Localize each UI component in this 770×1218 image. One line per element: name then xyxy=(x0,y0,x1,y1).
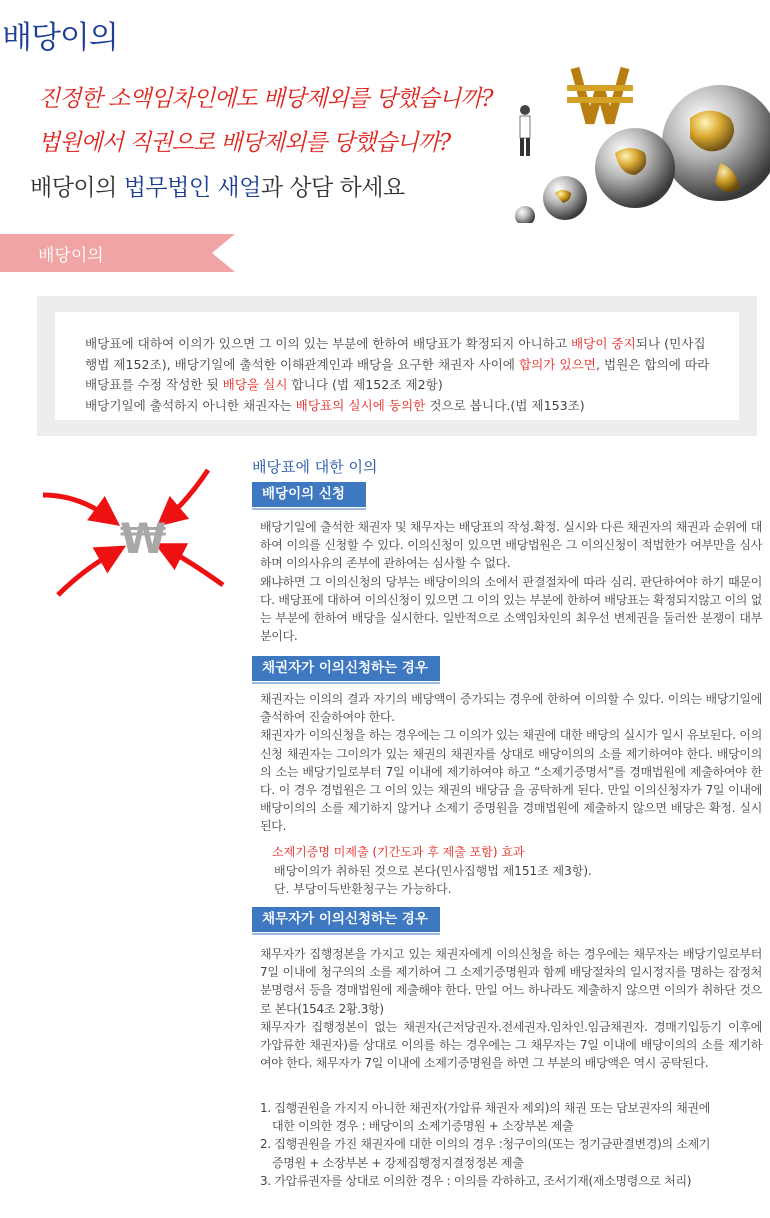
list-item xyxy=(260,1135,762,1171)
section-body-debtor xyxy=(260,945,762,1072)
hero-cta-post: 과 상담 하세요 xyxy=(260,175,405,201)
note-line-2: 단. 부당이득반환청구는 가능하다. xyxy=(274,882,452,896)
note-block xyxy=(272,843,752,899)
list-item-line: 증명원 + 소장부본 + 강제집행정지결정정본 제출 xyxy=(272,1155,524,1170)
section-body-text: 배당기일에 출석한 채권자 및 채무자는 배당표의 작성.확정. 실시와 다른 채권자의 채권과 순위에 대하여 이의를 신청할 수 있다. 이의신청이 있으면 배당법원은 그 이의신청이 적법한가 여부만을 심사하며 이의사유의 존부에 관하여는 심사할 수 없다. 왜냐하면 그 이의신청의 당부는 배당이의의 소에서 판결절차에 따라 심리. 판단하여야 하기 때문이다. 배당표에 대하여 이의신청이 있으면 그 이의 있는 부분에 한하여 배당표는 확정되지않고 이의 없는 부분에 한하여 배당을 실시한다. 일반적으로 소액임차인의 최우선 변제권을 둘러싼 분쟁이 대부분이다. xyxy=(260,520,762,644)
section-ribbon xyxy=(0,234,235,272)
summary-s3: , 법원은 합의에 따라 배당표를 수정 작성한 뒷 xyxy=(85,356,710,392)
hero-question-1: 진정한 소액임차인에도 배당제외를 당했습니까? xyxy=(38,86,493,112)
numbered-list xyxy=(260,1099,762,1190)
hero-cta-pre: 배당이의 xyxy=(30,175,124,201)
globes-illustration xyxy=(505,48,770,223)
list-item-line: 1. 집행권원을 가지지 아니한 채권자(가압류 채권자 제외)의 채권 또는 담보권자의 채권에 xyxy=(260,1101,710,1115)
won-sign-icon xyxy=(567,68,633,123)
subtitle: 배당표에 대한 이의 xyxy=(252,458,378,476)
section-heading-debtor: 채무자가 이의신청하는 경우 xyxy=(252,907,440,932)
list-item xyxy=(260,1172,762,1190)
note-heading: 소제기증명 미제출 (기간도과 후 제출 포함) 효과 xyxy=(272,845,525,859)
summary-s2-red: 합의가 있으면 xyxy=(518,356,596,372)
summary-s5-red: 배당표의 실시에 동의한 xyxy=(295,397,426,413)
section-heading-creditor: 채권자가 이의신청하는 경우 xyxy=(252,656,440,681)
summary-s5: 배당기일에 출석하지 아니한 채권자는 xyxy=(85,397,296,413)
summary-s3-red: 배당을 실시 xyxy=(222,377,288,392)
summary-s2: 되나 (민사집행법 제152조), 배당기일에 출석한 이해관계인과 배당을 요구한 채권자 사이에 xyxy=(85,336,706,372)
won-sign-graphic: ₩ xyxy=(120,514,167,563)
person-figure xyxy=(520,105,530,156)
list-item-line: 3. 가압류권자를 상대로 이의한 경우 : 이의를 각하하고, 조서기재(재소명령으로 처리) xyxy=(260,1173,692,1188)
section-body-text: 채무자가 집행정본을 가지고 있는 채권자에게 이의신청을 하는 경우에는 채무자는 배당기일로부터 7일 이내에 청구의의 소를 제기하여 그 소제기증명원과 함께 배당절차의 일시정지를 명하는 잠정처분명령서 등을 경매법원에 제출해야 한다. 만일 어느 하나라도 제출하지 않으면 이의가 취하단 것으로 본다(154조 2황.3항) 채무자가 집행정본이 없는 채권자(근저당권자.전세권자.임차인.임금채권자. 경매기입등기 이후에 가압류한 채권자)를 상대로 이의를 하는 경우에는 그 채무자는 7일 이내에 배당이의의 소를 제기하여야 한다. 채무자가 7일 이내에 소제기증명원을 하면 그 부분의 배당액은 역시 공탁된다. xyxy=(260,947,762,1071)
hero-cta xyxy=(30,169,405,202)
list-item-line: 2. 집행권원을 가진 채권자에 대한 이의의 경우 :청구이의(또는 정기금판결변경)의 소제기 xyxy=(260,1137,711,1152)
summary-s1: 배당표에 대하여 이의가 있으면 그 이의 있는 부분에 한하여 배당표가 확정되지 아니하고 xyxy=(85,336,571,351)
section-ribbon-label: 배당이의 xyxy=(38,246,104,266)
note-line-1: 배당이의가 취하된 것으로 본다(민사집행법 제151조 제3항). xyxy=(274,863,592,878)
section-body-objection xyxy=(260,518,762,645)
summary-s1-red: 배당이 중지 xyxy=(571,336,636,351)
list-item-line: 대한 이의한 경우 : 배당이의 소제기증명원 + 소장부본 제출 xyxy=(272,1119,574,1134)
section-heading-objection: 배당이의 신청 xyxy=(252,482,366,507)
summary-s6: 것으로 봅니다.(법 제153조) xyxy=(425,397,585,413)
hero-question-2: 법원에서 직권으로 배당제외를 당했습니까? xyxy=(38,130,451,156)
page-title: 배당이의 xyxy=(2,20,118,56)
summary-s4: 합니다 (법 제152조 제2항) xyxy=(287,377,443,392)
hero-cta-firm: 법무법인 새얼 xyxy=(123,175,261,201)
summary-box xyxy=(37,296,757,436)
list-item xyxy=(260,1099,762,1135)
arrows-won-graphic xyxy=(38,465,243,605)
section-body-creditor xyxy=(260,690,762,836)
section-body-text: 채권자는 이의의 결과 자기의 배당액이 증가되는 경우에 한하여 이의할 수 있다. 이의는 배당기일에 출석하여 진술하여야 한다. 채권자가 이의신청을 하는 경우에는 그 이의가 있는 채권에 대한 배당의 실시가 일시 유보된다. 이의신청 채권자는 그이의가 있는 채권의 채권자를 상대로 배당이의의 소를 제기하여야 한다. 배당이의의 소는 배당기일로부터 7일 이내에 제기하여야 하고 “소제기증명서”를 경매법원에 제출하여야 한다. 이 경우 경법원은 그 이의 있는 채권의 배당금 을 공탁하게 된다. 만일 이의신청자가 7일 이내에 배당이의의 소를 제기하지 않거나 소제기 증명원을 경매법원에 제출하지 않으면 배당은 확정. 실시된다. xyxy=(260,692,762,834)
summary-text xyxy=(55,312,739,420)
